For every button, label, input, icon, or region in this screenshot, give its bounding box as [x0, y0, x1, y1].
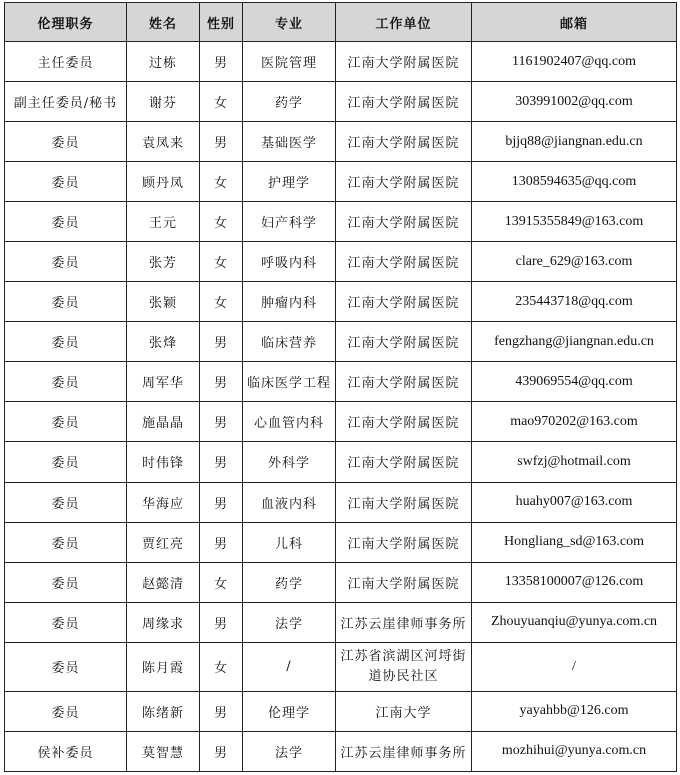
cell-name: 赵懿清	[127, 562, 200, 602]
cell-specialty: 肿瘤内科	[243, 282, 336, 322]
cell-name: 张烽	[127, 322, 200, 362]
cell-email: yayahbb@126.com	[472, 691, 677, 731]
cell-name: 贾红亮	[127, 522, 200, 562]
cell-email: /	[472, 642, 677, 691]
cell-workplace: 江南大学附属医院	[336, 82, 472, 122]
cell-specialty: 护理学	[243, 162, 336, 202]
cell-email: Zhouyuanqiu@yunya.com.cn	[472, 602, 677, 642]
cell-workplace: 江南大学附属医院	[336, 482, 472, 522]
cell-gender: 男	[200, 42, 243, 82]
cell-name: 张颖	[127, 282, 200, 322]
header-gender: 性别	[200, 3, 243, 42]
cell-email: 439069554@qq.com	[472, 362, 677, 402]
cell-gender: 女	[200, 162, 243, 202]
cell-role: 委员	[5, 202, 127, 242]
cell-role: 委员	[5, 242, 127, 282]
cell-email: clare_629@163.com	[472, 242, 677, 282]
table-row	[5, 442, 677, 482]
cell-workplace: 江南大学附属医院	[336, 202, 472, 242]
cell-workplace: 江南大学附属医院	[336, 402, 472, 442]
cell-gender: 女	[200, 282, 243, 322]
cell-role: 委员	[5, 562, 127, 602]
cell-specialty: 临床医学工程	[243, 362, 336, 402]
table-row	[5, 282, 677, 322]
cell-name: 陈月霞	[127, 642, 200, 691]
cell-workplace: 江南大学附属医院	[336, 42, 472, 82]
cell-gender: 男	[200, 691, 243, 731]
cell-workplace: 江苏云崖律师事务所	[336, 731, 472, 771]
cell-role: 委员	[5, 162, 127, 202]
cell-email: 1161902407@qq.com	[472, 42, 677, 82]
cell-role: 委员	[5, 602, 127, 642]
cell-role: 委员	[5, 522, 127, 562]
cell-workplace: 江南大学	[336, 691, 472, 731]
cell-gender: 女	[200, 642, 243, 691]
table-row	[5, 691, 677, 731]
cell-specialty: 法学	[243, 602, 336, 642]
cell-specialty: /	[243, 642, 336, 691]
cell-role: 委员	[5, 322, 127, 362]
header-row	[5, 3, 677, 42]
table-row	[5, 522, 677, 562]
cell-email: 13915355849@163.com	[472, 202, 677, 242]
cell-role: 主任委员	[5, 42, 127, 82]
cell-name: 周军华	[127, 362, 200, 402]
cell-email: 303991002@qq.com	[472, 82, 677, 122]
cell-email: 13358100007@126.com	[472, 562, 677, 602]
cell-gender: 男	[200, 482, 243, 522]
cell-workplace: 江南大学附属医院	[336, 562, 472, 602]
table-row	[5, 42, 677, 82]
cell-name: 顾丹凤	[127, 162, 200, 202]
table-row	[5, 642, 677, 691]
cell-role: 侯补委员	[5, 731, 127, 771]
ethics-committee-table	[4, 2, 677, 772]
cell-email: mozhihui@yunya.com.cn	[472, 731, 677, 771]
table-row	[5, 402, 677, 442]
cell-specialty: 药学	[243, 82, 336, 122]
cell-workplace: 江苏云崖律师事务所	[336, 602, 472, 642]
table-row	[5, 202, 677, 242]
table-row	[5, 122, 677, 162]
cell-name: 张芳	[127, 242, 200, 282]
cell-gender: 男	[200, 402, 243, 442]
cell-gender: 女	[200, 562, 243, 602]
cell-name: 周缘求	[127, 602, 200, 642]
cell-name: 华海应	[127, 482, 200, 522]
cell-role: 委员	[5, 282, 127, 322]
cell-workplace: 江南大学附属医院	[336, 242, 472, 282]
cell-email: swfzj@hotmail.com	[472, 442, 677, 482]
cell-role: 副主任委员/秘书	[5, 82, 127, 122]
cell-gender: 男	[200, 731, 243, 771]
cell-gender: 男	[200, 322, 243, 362]
cell-name: 陈绪新	[127, 691, 200, 731]
table-row	[5, 242, 677, 282]
cell-gender: 女	[200, 242, 243, 282]
cell-email: mao970202@163.com	[472, 402, 677, 442]
table-row	[5, 82, 677, 122]
cell-workplace: 江南大学附属医院	[336, 322, 472, 362]
cell-specialty: 呼吸内科	[243, 242, 336, 282]
cell-gender: 男	[200, 602, 243, 642]
table-row	[5, 602, 677, 642]
cell-email: fengzhang@jiangnan.edu.cn	[472, 322, 677, 362]
cell-email: Hongliang_sd@163.com	[472, 522, 677, 562]
cell-workplace: 江南大学附属医院	[336, 162, 472, 202]
cell-workplace: 江南大学附属医院	[336, 522, 472, 562]
cell-role: 委员	[5, 122, 127, 162]
cell-specialty: 血液内科	[243, 482, 336, 522]
cell-role: 委员	[5, 362, 127, 402]
header-name: 姓名	[127, 3, 200, 42]
header-role: 伦理职务	[5, 3, 127, 42]
cell-workplace: 江南大学附属医院	[336, 282, 472, 322]
cell-specialty: 基础医学	[243, 122, 336, 162]
table-row	[5, 362, 677, 402]
cell-role: 委员	[5, 482, 127, 522]
cell-email: 1308594635@qq.com	[472, 162, 677, 202]
table-row	[5, 162, 677, 202]
cell-name: 谢芬	[127, 82, 200, 122]
table-row	[5, 562, 677, 602]
cell-specialty: 临床营养	[243, 322, 336, 362]
cell-name: 时伟锋	[127, 442, 200, 482]
cell-email: bjjq88@jiangnan.edu.cn	[472, 122, 677, 162]
cell-gender: 男	[200, 522, 243, 562]
cell-name: 施晶晶	[127, 402, 200, 442]
cell-workplace: 江南大学附属医院	[336, 442, 472, 482]
cell-name: 袁凤来	[127, 122, 200, 162]
cell-gender: 女	[200, 202, 243, 242]
cell-gender: 男	[200, 122, 243, 162]
cell-role: 委员	[5, 642, 127, 691]
cell-gender: 女	[200, 82, 243, 122]
cell-gender: 男	[200, 442, 243, 482]
cell-specialty: 外科学	[243, 442, 336, 482]
cell-email: huahy007@163.com	[472, 482, 677, 522]
header-email: 邮箱	[472, 3, 677, 42]
header-workplace: 工作单位	[336, 3, 472, 42]
cell-workplace: 江南大学附属医院	[336, 362, 472, 402]
cell-workplace: 江南大学附属医院	[336, 122, 472, 162]
cell-specialty: 妇产科学	[243, 202, 336, 242]
cell-name: 王元	[127, 202, 200, 242]
cell-specialty: 儿科	[243, 522, 336, 562]
table-row	[5, 322, 677, 362]
cell-specialty: 心血管内科	[243, 402, 336, 442]
cell-role: 委员	[5, 691, 127, 731]
cell-specialty: 伦理学	[243, 691, 336, 731]
cell-role: 委员	[5, 442, 127, 482]
cell-workplace: 江苏省滨湖区河埒街道协民社区	[336, 642, 472, 691]
cell-name: 过栋	[127, 42, 200, 82]
cell-specialty: 法学	[243, 731, 336, 771]
header-specialty: 专业	[243, 3, 336, 42]
cell-specialty: 药学	[243, 562, 336, 602]
cell-email: 235443718@qq.com	[472, 282, 677, 322]
cell-name: 莫智慧	[127, 731, 200, 771]
cell-gender: 男	[200, 362, 243, 402]
table-row	[5, 731, 677, 771]
cell-role: 委员	[5, 402, 127, 442]
cell-specialty: 医院管理	[243, 42, 336, 82]
table-row	[5, 482, 677, 522]
